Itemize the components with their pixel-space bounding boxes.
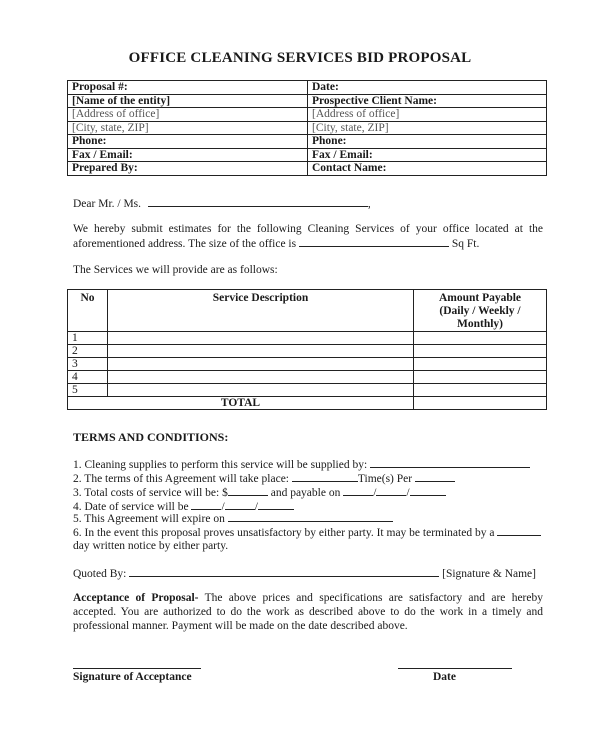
info-cell-right[interactable]: Prospective Client Name: <box>308 94 547 108</box>
term-1-text: 1. Cleaning supplies to perform this service will be supplied by: <box>73 459 368 471</box>
info-row <box>68 148 547 162</box>
term-2 <box>73 471 455 486</box>
signature-of-acceptance-label: Signature of Acceptance <box>73 671 192 683</box>
service-row <box>68 371 547 384</box>
info-cell-left[interactable]: Phone: <box>68 135 308 149</box>
term-2-per: Time(s) Per <box>357 473 413 485</box>
sqft-label: Sq Ft. <box>451 238 480 250</box>
service-row <box>68 358 547 371</box>
total-row <box>68 397 547 410</box>
term-4-text: 4. Date of service will be <box>73 501 189 513</box>
office-size-blank[interactable] <box>299 236 449 247</box>
signature-name-label: [Signature & Name] <box>442 568 536 580</box>
total-amount-cell[interactable] <box>414 397 547 410</box>
service-row <box>68 384 547 397</box>
intro-line-1: We hereby submit estimates for the following Cleaning Services of your office located at the <box>73 223 543 235</box>
cost-blank[interactable] <box>228 485 268 496</box>
service-description-cell[interactable] <box>108 384 414 397</box>
service-row-number: 4 <box>68 371 108 384</box>
acceptance-label: Acceptance of Proposal- <box>73 592 199 604</box>
service-row-number: 3 <box>68 358 108 371</box>
info-cell-left[interactable]: [City, state, ZIP] <box>68 121 308 135</box>
acceptance-line-2: accepted. You are authorized to do the work as described above to do the work in a timely and <box>73 606 543 618</box>
service-day-blank[interactable] <box>225 499 255 510</box>
info-row <box>68 121 547 135</box>
info-cell-right[interactable]: Phone: <box>308 135 547 149</box>
info-row <box>68 135 547 149</box>
term-3-text: 3. Total costs of service will be: $ <box>73 487 228 499</box>
info-row <box>68 94 547 108</box>
info-row <box>68 108 547 122</box>
term-4: 4. Date of service will be / / <box>73 499 294 514</box>
col-description-header: Service Description <box>108 290 414 332</box>
service-amount-cell[interactable] <box>414 345 547 358</box>
term-3-payable: and payable on <box>270 487 341 499</box>
total-label: TOTAL <box>68 397 414 410</box>
col-no-header: No <box>68 290 108 332</box>
acceptance-line-3: professional manner. Payment will be made on the date described above. <box>73 620 408 632</box>
term-6-text: 6. In the event this proposal proves unsatisfactory by either party. It may be terminated by a <box>73 527 495 539</box>
service-amount-cell[interactable] <box>414 332 547 345</box>
service-description-cell[interactable] <box>108 371 414 384</box>
service-row <box>68 332 547 345</box>
service-row <box>68 345 547 358</box>
service-amount-cell[interactable] <box>414 358 547 371</box>
term-5-text: 5. This Agreement will expire on <box>73 513 225 525</box>
info-cell-left[interactable]: [Address of office] <box>68 108 308 122</box>
services-intro: The Services we will provide are as follows: <box>73 264 278 276</box>
term-6-cont: day written notice by either party. <box>73 540 229 552</box>
info-cell-left[interactable]: Prepared By: <box>68 162 308 176</box>
info-cell-left[interactable]: [Name of the entity] <box>68 94 308 108</box>
service-description-cell[interactable] <box>108 358 414 371</box>
service-year-blank[interactable] <box>258 499 294 510</box>
info-row <box>68 81 547 95</box>
service-row-number: 1 <box>68 332 108 345</box>
pay-month-blank[interactable] <box>343 485 373 496</box>
service-description-cell[interactable] <box>108 345 414 358</box>
quoted-by-label: Quoted By: <box>73 568 127 580</box>
info-row <box>68 162 547 176</box>
service-row-number: 2 <box>68 345 108 358</box>
info-cell-right[interactable]: Contact Name: <box>308 162 547 176</box>
times-blank[interactable] <box>292 471 358 482</box>
info-cell-right[interactable]: Fax / Email: <box>308 148 547 162</box>
date-label: Date <box>433 671 456 683</box>
salutation: Dear Mr. / Ms. <box>73 198 142 210</box>
terms-heading: TERMS AND CONDITIONS: <box>73 430 229 444</box>
term-3: 3. Total costs of service will be: $ and payable on / / <box>73 485 446 500</box>
intro-line-2-text: aforementioned address. The size of the office is <box>73 238 297 250</box>
notice-days-blank[interactable] <box>497 525 541 536</box>
info-cell-right[interactable]: [City, state, ZIP] <box>308 121 547 135</box>
term-5 <box>73 511 393 526</box>
info-cell-right[interactable]: [Address of office] <box>308 108 547 122</box>
term-2-text: 2. The terms of this Agreement will take place: <box>73 473 289 485</box>
term-6 <box>73 525 541 540</box>
term-1 <box>73 457 530 472</box>
service-month-blank[interactable] <box>191 499 221 510</box>
service-description-cell[interactable] <box>108 332 414 345</box>
salutation-blank[interactable] <box>148 196 368 207</box>
intro-line-2 <box>73 236 479 251</box>
document-title: OFFICE CLEANING SERVICES BID PROPOSAL <box>128 50 472 66</box>
service-row-number: 5 <box>68 384 108 397</box>
info-cell-left[interactable]: Fax / Email: <box>68 148 308 162</box>
proposal-info-table <box>67 80 547 176</box>
salutation-line: Dear Mr. / Ms. , <box>73 198 371 210</box>
pay-year-blank[interactable] <box>410 485 446 496</box>
date-signature-line[interactable] <box>398 668 512 669</box>
service-amount-cell[interactable] <box>414 384 547 397</box>
per-blank[interactable] <box>415 471 455 482</box>
service-amount-cell[interactable] <box>414 371 547 384</box>
info-cell-left[interactable]: Proposal #: <box>68 81 308 95</box>
expiry-blank[interactable] <box>228 511 393 522</box>
services-table <box>67 289 547 410</box>
info-cell-right[interactable]: Date: <box>308 81 547 95</box>
acceptance-text-1: The above prices and specifications are satisfactory and are hereby <box>198 592 543 604</box>
quoted-by-line <box>73 566 536 581</box>
col-amount-header: Amount Payable (Daily / Weekly / Monthly) <box>414 290 547 332</box>
supplied-by-blank[interactable] <box>370 457 530 468</box>
acceptance-signature-line[interactable] <box>73 668 201 669</box>
quoted-by-blank[interactable] <box>129 566 439 577</box>
pay-day-blank[interactable] <box>376 485 406 496</box>
acceptance-line-1 <box>73 591 543 605</box>
